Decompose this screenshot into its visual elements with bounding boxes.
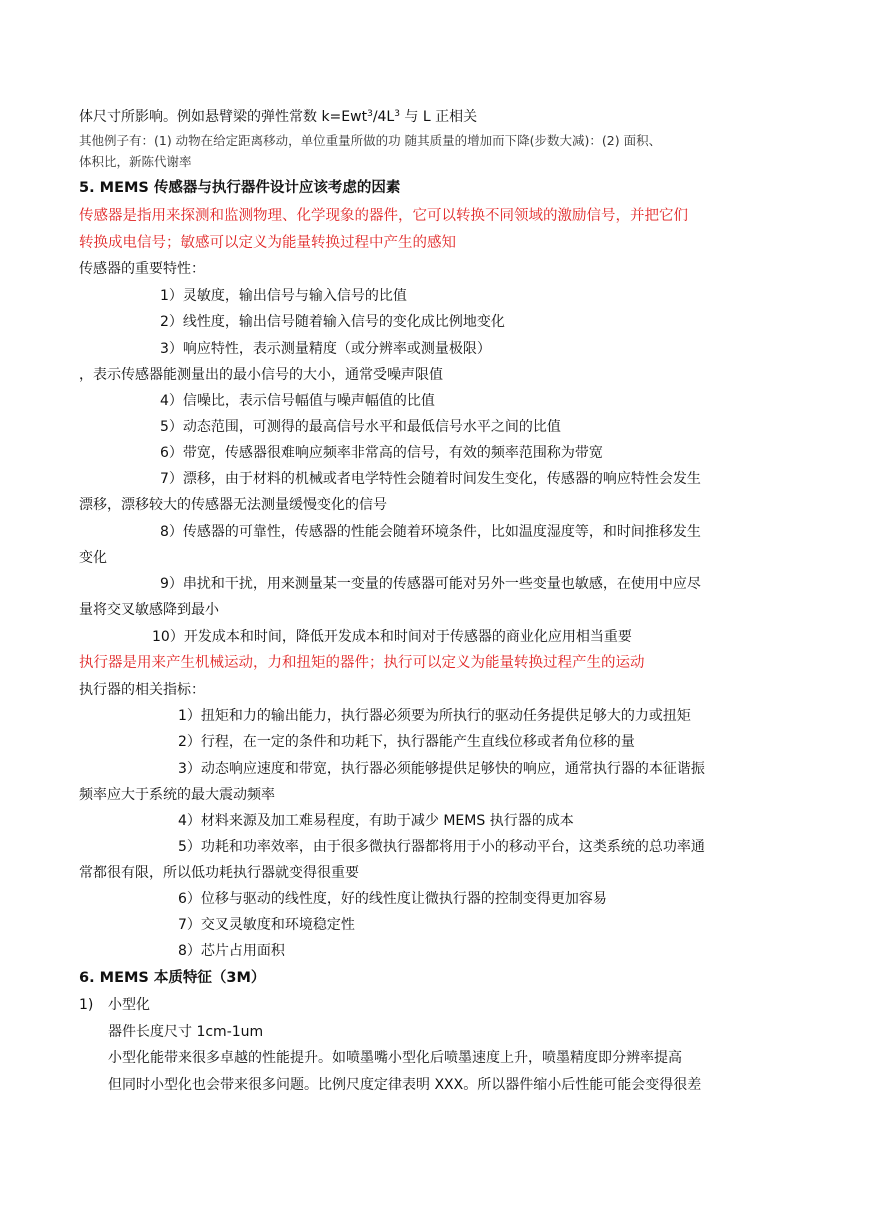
size-range: 器件长度尺寸 1cm-1um xyxy=(108,1024,264,1040)
actuator-property-5: 5）功耗和功率效率，由于很多微执行器都将用于小的移动平台，这类系统的总功率通 xyxy=(178,839,705,855)
formula-exponent-1: 3 xyxy=(367,109,373,119)
formula-exponent-2: 3 xyxy=(394,109,400,119)
actuator-property-4: 4）材料来源及加工难易程度，有助于减少 MEMS 执行器的成本 xyxy=(178,813,574,829)
sensor-property-5: 5）动态范围，可测得的最高信号水平和最低信号水平之间的比值 xyxy=(160,419,561,435)
miniaturization-paragraph-2: 但同时小型化也会带来很多问题。比例尺度定律表明 XXX。所以器件缩小后性能可能会变得很差 xyxy=(108,1077,702,1093)
actuator-definition: 执行器是用来产生机械运动，力和扭矩的器件；执行可以定义为能量转换过程产生的运动 xyxy=(79,655,645,671)
formula-mid: /4L xyxy=(372,109,395,125)
sensor-property-3: 3）响应特性，表示测量精度（或分辨率或测量极限） xyxy=(160,341,491,357)
sensor-property-6: 6）带宽，传感器很难响应频率非常高的信号，有效的频率范围称为带宽 xyxy=(160,445,603,461)
formula-line xyxy=(79,107,477,127)
sensor-property-7: 7）漂移，由于材料的机械或者电学特性会随着时间发生变化，传感器的响应特性会发生 xyxy=(160,471,701,487)
actuator-property-1: 1）扭矩和力的输出能力，执行器必须要为所执行的驱动任务提供足够大的力或扭矩 xyxy=(178,708,691,724)
actuator-property-2: 2）行程，在一定的条件和功耗下，执行器能产生直线位移或者角位移的量 xyxy=(178,734,635,750)
item-1-title: 小型化 xyxy=(108,997,150,1013)
sensor-property-7-cont: 漂移，漂移较大的传感器无法测量缓慢变化的信号 xyxy=(79,497,387,513)
actuator-property-8: 8）芯片占用面积 xyxy=(178,943,285,959)
sensor-property-9-cont: 量将交叉敏感降到最小 xyxy=(79,602,219,618)
sensor-property-4: 4）信噪比，表示信号幅值与噪声幅值的比值 xyxy=(160,393,435,409)
actuator-property-6: 6）位移与驱动的线性度，好的线性度让微执行器的控制变得更加容易 xyxy=(178,891,607,907)
other-examples-line-1: 其他例子有：(1) 动物在给定距离移动，单位重量所做的功 随其质量的增加而下降(步数大减)：(2) 面积、 xyxy=(79,133,662,148)
sensor-property-8-cont: 变化 xyxy=(79,550,107,566)
sensor-property-2: 2）线性度，输出信号随着输入信号的变化成比例地变化 xyxy=(160,314,505,330)
sensor-property-3-cont: ，表示传感器能测量出的最小信号的大小，通常受噪声限值 xyxy=(79,367,443,383)
formula-suffix: 与 L 正相关 xyxy=(399,109,478,125)
sensor-property-9: 9）串扰和干扰，用来测量某一变量的传感器可能对另外一些变量也敏感，在使用中应尽 xyxy=(160,576,701,592)
other-examples-line-2: 体积比，新陈代谢率 xyxy=(79,154,192,169)
sensor-property-1: 1）灵敏度，输出信号与输入信号的比值 xyxy=(160,288,407,304)
sensor-property-10: 10）开发成本和时间，降低开发成本和时间对于传感器的商业化应用相当重要 xyxy=(152,629,632,645)
section-5-heading: 5. MEMS 传感器与执行器件设计应该考虑的因素 xyxy=(79,180,401,196)
sensor-definition-line-2: 转换成电信号；敏感可以定义为能量转换过程中产生的感知 xyxy=(79,235,456,251)
actuator-property-5-cont: 常都很有限，所以低功耗执行器就变得很重要 xyxy=(79,865,359,881)
miniaturization-paragraph-1: 小型化能带来很多卓越的性能提升。如喷墨嘴小型化后喷墨速度上升，喷墨精度即分辨率提高 xyxy=(108,1050,682,1066)
actuator-property-7: 7）交叉灵敏度和环境稳定性 xyxy=(178,917,355,933)
actuator-property-3-cont: 频率应大于系统的最大震动频率 xyxy=(79,787,275,803)
actuator-properties-label: 执行器的相关指标： xyxy=(79,682,205,698)
actuator-property-3: 3）动态响应速度和带宽，执行器必须能够提供足够快的响应，通常执行器的本征谐振 xyxy=(178,761,705,777)
sensor-properties-label: 传感器的重要特性： xyxy=(79,261,205,277)
sensor-definition-line-1: 传感器是指用来探测和监测物理、化学现象的器件，它可以转换不同领域的激励信号，并把它们 xyxy=(79,208,688,224)
item-1-number: 1) xyxy=(79,997,94,1013)
formula-prefix: 体尺寸所影响。例如悬臂梁的弹性常数 k=Ewt xyxy=(79,109,368,125)
section-6-heading: 6. MEMS 本质特征（3M） xyxy=(79,970,266,986)
sensor-property-8: 8）传感器的可靠性，传感器的性能会随着环境条件，比如温度湿度等，和时间推移发生 xyxy=(160,524,701,540)
